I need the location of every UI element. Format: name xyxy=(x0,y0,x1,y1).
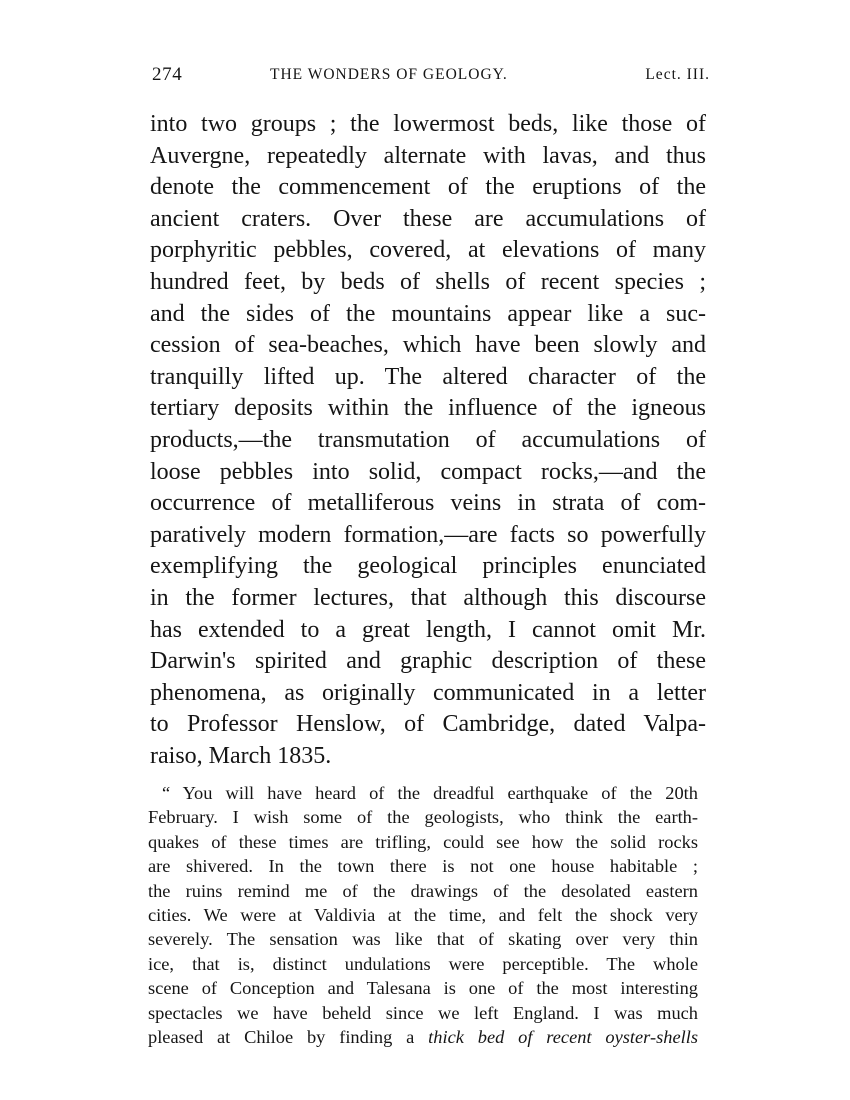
body-line: products,—the transmutation of accumulations of xyxy=(150,426,706,453)
quote-line: spectacles we have beheld since we left England. I was much xyxy=(148,1002,698,1023)
body-line: exemplifying the geological principles enunciated xyxy=(150,553,706,580)
quote-line: scene of Conception and Talesana is one of the most interesting xyxy=(148,978,698,999)
body-line: Darwin's spirited and graphic description of these xyxy=(150,648,706,675)
body-line: hundred feet, by beds of shells of recent species ; xyxy=(150,268,706,295)
body-line: cession of sea-beaches, which have been slowly and xyxy=(150,332,706,359)
body-line: denote the commencement of the eruptions of the xyxy=(150,174,706,201)
body-line: and the sides of the mountains appear like a suc- xyxy=(150,300,706,327)
body-line: into two groups ; the lowermost beds, like those of xyxy=(150,111,706,137)
body-line: loose pebbles into solid, compact rocks,—and the xyxy=(150,458,706,485)
book-title: THE WONDERS OF GEOLOGY. xyxy=(270,66,508,83)
quote-line: are shivered. In the town there is not one house habitable ; xyxy=(148,856,698,877)
body-line: occurrence of metalliferous veins in strata of com- xyxy=(150,490,706,517)
lecture-label: Lect. III. xyxy=(645,66,710,83)
quote-line: “ You will have heard of the dreadful earthquake of the 20th xyxy=(162,783,698,803)
page-number: 274 xyxy=(152,64,183,85)
body-line: paratively modern formation,—are facts so powerfully xyxy=(150,521,706,548)
quote-last-plain: pleased at Chiloe by finding a xyxy=(148,1027,429,1048)
body-line: porphyritic pebbles, covered, at elevations of many xyxy=(150,237,706,264)
body-line: phenomena, as originally communicated in a letter xyxy=(150,679,706,706)
quote-line: cities. We were at Valdivia at the time, and felt the shock very xyxy=(148,905,698,926)
body-paragraph xyxy=(150,109,706,772)
quote-line: ice, that is, distinct undulations were perceptible. The whole xyxy=(148,953,698,974)
quote-line: severely. The sensation was like that of skating over very thin xyxy=(148,929,698,950)
body-line: tertiary deposits within the influence of the igneous xyxy=(150,395,706,422)
quoted-letter xyxy=(148,781,698,1049)
quote-line: February. I wish some of the geologists, who think the earth- xyxy=(148,807,698,828)
quote-last-italic: thick bed of recent oyster-shells xyxy=(428,1027,698,1048)
body-line: raiso, March 1835. xyxy=(150,742,332,769)
body-line: ancient craters. Over these are accumulations of xyxy=(150,205,706,232)
body-line: Auvergne, repeatedly alternate with lavas, and thus xyxy=(150,142,706,169)
body-line: in the former lectures, that although this discourse xyxy=(150,584,706,611)
quote-line-last xyxy=(148,1025,698,1049)
quote-line: the ruins remind me of the drawings of the desolated eastern xyxy=(148,880,698,901)
body-line: to Professor Henslow, of Cambridge, dated Valpa- xyxy=(150,711,706,738)
body-line: tranquilly lifted up. The altered character of the xyxy=(150,363,706,390)
body-line: has extended to a great length, I cannot omit Mr. xyxy=(150,616,706,643)
quote-line: quakes of these times are trifling, could see how the solid rocks xyxy=(148,831,698,852)
running-head xyxy=(152,64,710,88)
